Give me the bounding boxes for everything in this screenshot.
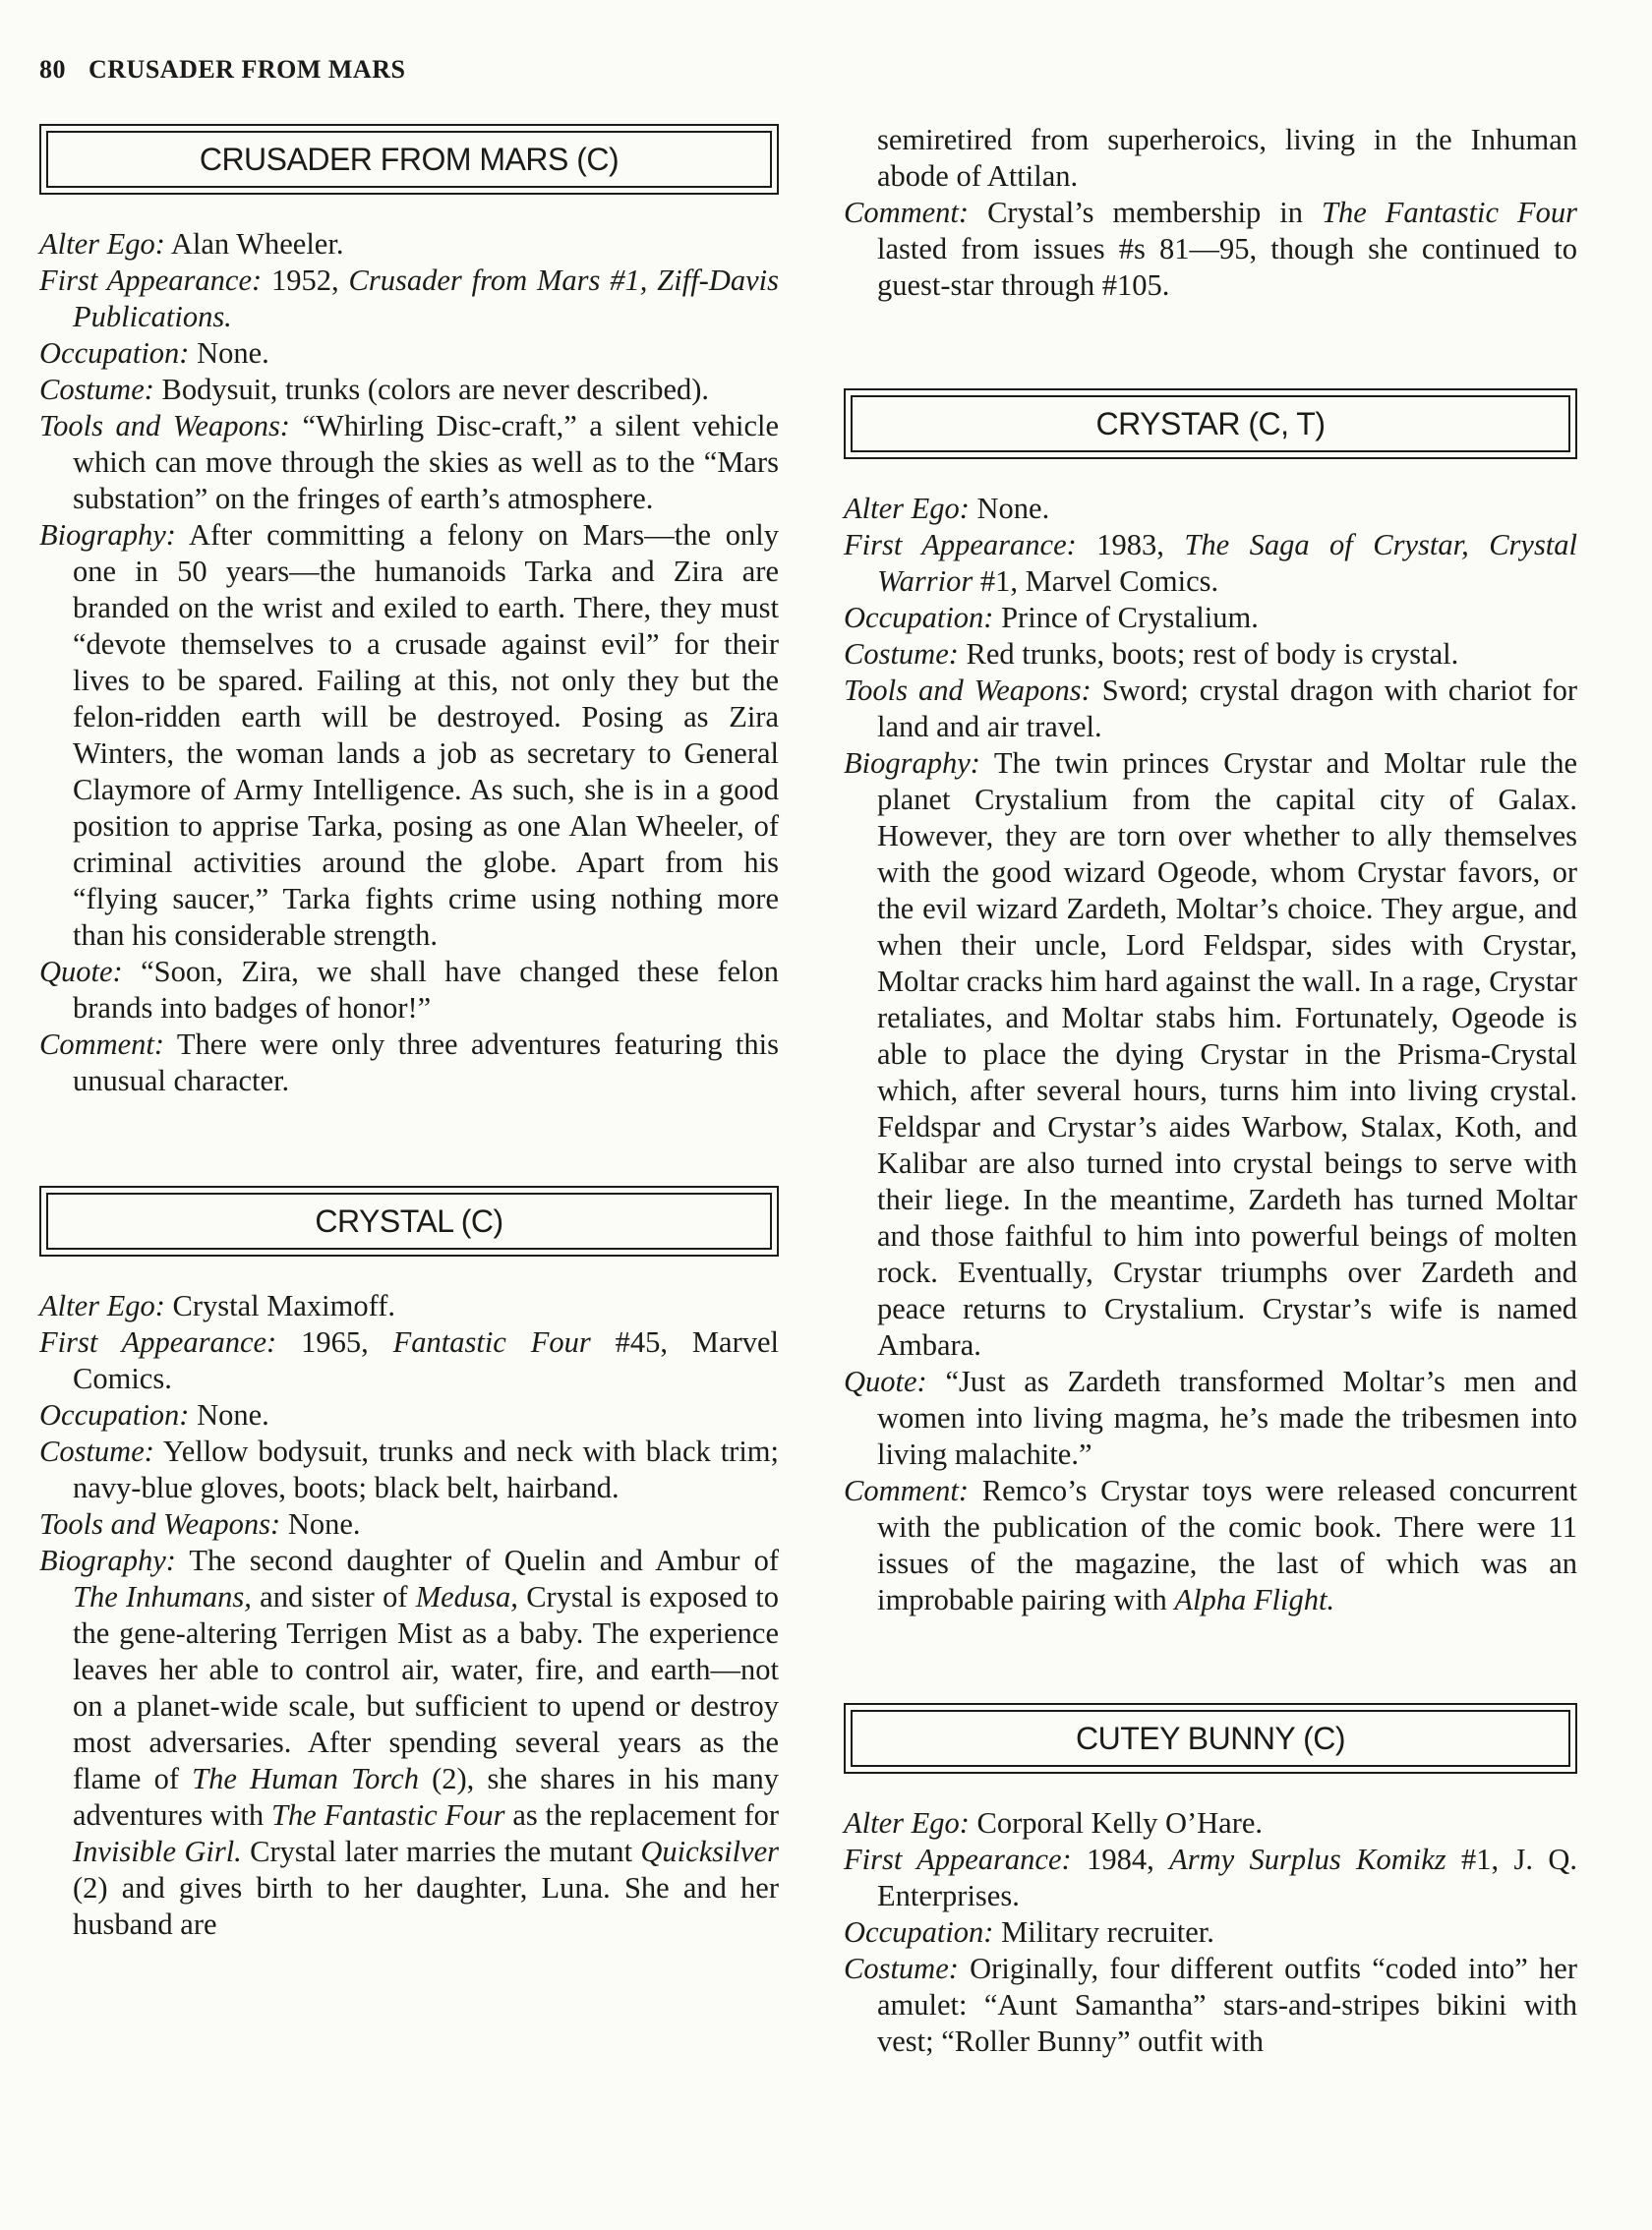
entry-title-box (39, 1186, 779, 1257)
biography-field: Biography: The twin princes Crystar and Moltar rule the planet Crystalium from the capital city of Galax. However, they are torn over whether to ally themselves with the good wizard Ogeode, whom Crystar favors, or the evil wizard Zardeth, Moltar’s choice. They argue, and when their uncle, Lord Feldspar, sides with Crystar, Moltar cracks him hard against the wall. In a rage, Crystar retaliates, and Moltar stabs him. Fortunately, Ogeode is able to place the dying Crystar in the Prisma-Crystal which, after several hours, turns him into living crystal. Feldspar and Crystar’s aides Warbow, Stalax, Koth, and Kalibar are also turned into crystal beings to serve with their liege. In the meantime, Zardeth has turned Moltar and those faithful to him into powerful beings of molten rock. Eventually, Crystar triumphs over Zardeth and peace returns to Crystalium. Crystar’s wife is named Ambara. (844, 746, 1577, 1362)
left-column (39, 124, 779, 1943)
costume-field: Costume: Red trunks, boots; rest of body is crystal. (844, 637, 1459, 671)
comment-field: Comment: There were only three adventures featuring this unusual character. (39, 1027, 779, 1097)
first-appearance-field: First Appearance: 1984, Army Surplus Komikz #1, J. Q. Enterprises. (844, 1843, 1578, 1912)
alter-ego-field: Alter Ego: Crystal Maximoff. (39, 1289, 396, 1322)
alter-ego-field: Alter Ego: Corporal Kelly O’Hare. (844, 1806, 1264, 1840)
entry-title: CRYSTAR (C, T) (851, 395, 1570, 452)
running-header (39, 55, 405, 85)
page-number: 80 (39, 55, 66, 84)
comment-field: Comment: Crystal’s membership in The Fantastic Four lasted from issues #s 81—95, though she continued to guest-star through #105. (844, 196, 1577, 302)
quote-field: Quote: “Soon, Zira, we shall have changed these felon brands into badges of honor!” (39, 955, 779, 1025)
entry-title-box (39, 124, 779, 195)
biography-field: Biography: The second daughter of Quelin and Ambur of The Inhumans, and sister of Medusa, Crystal is exposed to the gene-altering Terrigen Mist as a baby. The experience leaves her able to control air, water, fire, and earth—not on a planet-wide scale, but sufficient to upend or destroy most adversaries. After spending several years as the flame of The Human Torch (2), she shares in his many adventures with The Fantastic Four as the replacement for Invisible Girl. Crystal later marries the mutant Quicksilver (2) and gives birth to her daughter, Luna. She and her husband are (39, 1544, 780, 1941)
entry-title-box (844, 388, 1577, 459)
entry-title: CUTEY BUNNY (C) (851, 1710, 1570, 1767)
costume-field: Costume: Yellow bodysuit, trunks and neck with black trim; navy-blue gloves, boots; black belt, hairband. (39, 1435, 779, 1504)
comment-field: Comment: Remco’s Crystar toys were released concurrent with the publication of the comic book. There were 11 issues of the magazine, the last of which was an improbable pairing with Alpha Flight. (844, 1474, 1577, 1616)
running-title: CRUSADER FROM MARS (88, 55, 406, 84)
alter-ego-field: Alter Ego: None. (844, 492, 1050, 525)
tools-field: Tools and Weapons: Sword; crystal dragon with chariot for land and air travel. (844, 674, 1577, 743)
biography-continued: semiretired from superheroics, living in the Inhuman abode of Attilan. (877, 123, 1577, 193)
quote-field: Quote: “Just as Zardeth transformed Moltar’s men and women into living magma, he’s made the tribesmen into living malachite.” (844, 1365, 1578, 1471)
alter-ego-field: Alter Ego: Alan Wheeler. (39, 227, 344, 261)
tools-field: Tools and Weapons: “Whirling Disc-craft,” a silent vehicle which can move through the skies as well as to the “Mars substation” on the fringes of earth’s atmosphere. (39, 409, 779, 515)
entry-title: CRYSTAL (C) (46, 1193, 772, 1250)
occupation-field: Occupation: None. (39, 1398, 269, 1432)
costume-field: Costume: Bodysuit, trunks (colors are never described). (39, 373, 710, 406)
tools-field: Tools and Weapons: None. (39, 1507, 361, 1541)
entry-title: CRUSADER FROM MARS (C) (46, 131, 772, 188)
costume-field: Costume: Originally, four different outfits “coded into” her amulet: “Aunt Samantha” stars-and-stripes bikini with vest; “Roller Bunny” outfit with (844, 1952, 1577, 2058)
occupation-field: Occupation: None. (39, 336, 269, 370)
occupation-field: Occupation: Prince of Crystalium. (844, 601, 1259, 634)
occupation-field: Occupation: Military recruiter. (844, 1915, 1214, 1949)
first-appearance-field: First Appearance: 1952, Crusader from Mars #1, Ziff-Davis Publications. (39, 264, 779, 333)
right-column (844, 122, 1577, 2060)
biography-field: Biography: After committing a felony on Mars—the only one in 50 years—the humanoids Tarka and Zira are branded on the wrist and exiled to earth. There, they must “devote themselves to a crusade against evil” for their lives to be spared. Failing at this, not only they but the felon-ridden earth will be destroyed. Posing as Zira Winters, the woman lands a job as secretary to General Claymore of Army Intelligence. As such, she is in a good position to apprise Tarka, posing as one Alan Wheeler, of criminal activities around the globe. Apart from his “flying saucer,” Tarka fights crime using nothing more than his considerable strength. (39, 518, 779, 952)
first-appearance-field: First Appearance: 1983, The Saga of Crystar, Crystal Warrior #1, Marvel Comics. (844, 528, 1578, 598)
first-appearance-field: First Appearance: 1965, Fantastic Four #45, Marvel Comics. (39, 1325, 780, 1395)
entry-title-box (844, 1703, 1577, 1774)
